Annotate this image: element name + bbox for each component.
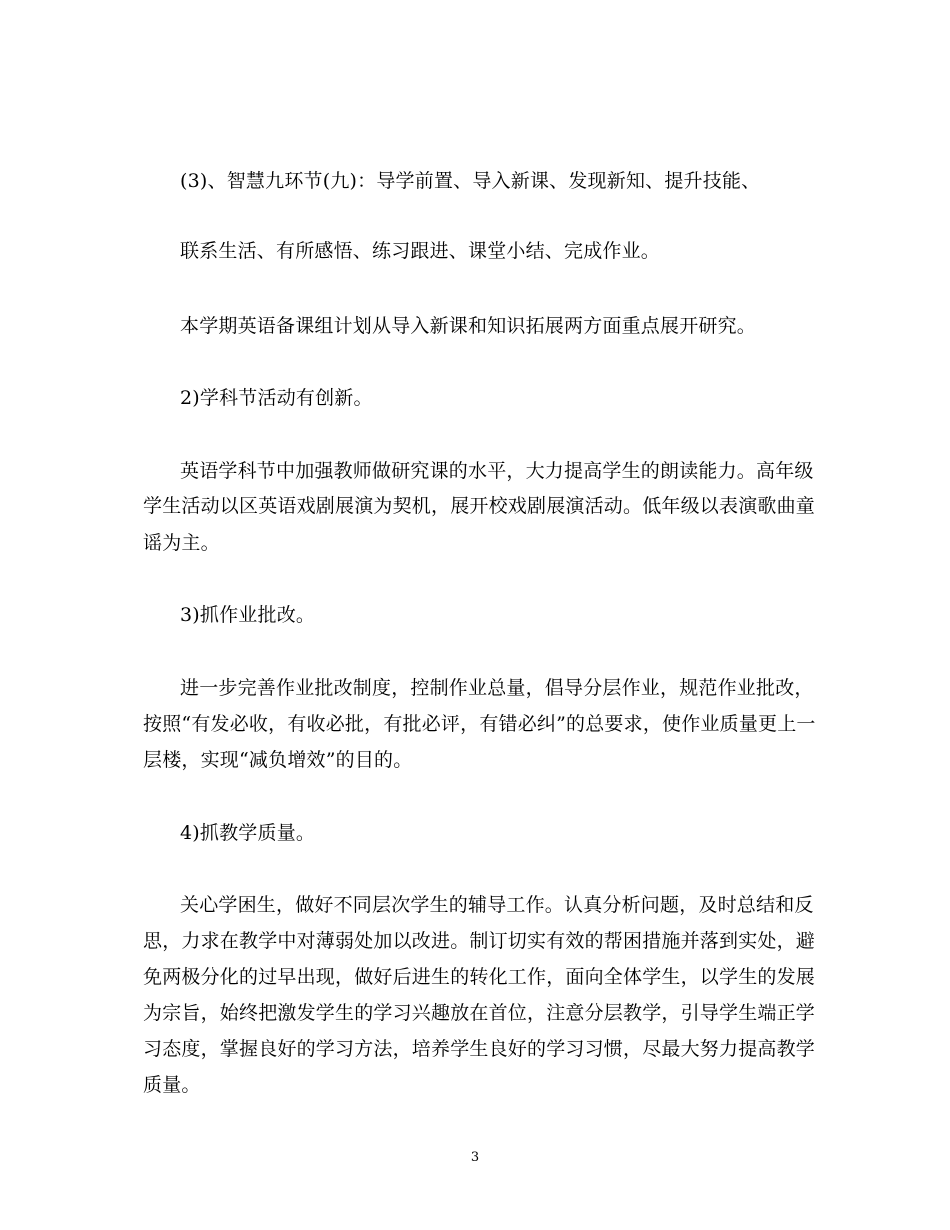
text-line: 进一步完善作业批改制度，控制作业总量，倡导分层作业，规范作业批改， [180,677,814,699]
text-line: 关心学困生，做好不同层次学生的辅导工作。认真分析问题，及时总结和反 [180,894,814,916]
text-line: 免两极分化的过早出现，做好后进生的转化工作，面向全体学生，以学生的发展 [143,966,816,988]
text-line: 英语学科节中加强教师做研究课的水平，大力提高学生的朗读能力。高年级 [180,460,814,482]
text-line: 层楼，实现“减负增效”的目的。 [143,749,413,771]
text-line: 2)学科节活动有创新。 [180,387,373,409]
text-line: 3)抓作业批改。 [180,604,316,626]
text-line: 思，力求在教学中对薄弱处加以改进。制订切实有效的帮困措施并落到实处，避 [143,930,816,952]
page-number: 3 [470,1150,480,1165]
text-line: 4)抓教学质量。 [180,822,316,844]
text-line: 按照“有发必收，有收必批，有批必评，有错必纠”的总要求，使作业质量更上一 [143,713,816,735]
text-line: 为宗旨，始终把激发学生的学习兴趣放在首位，注意分层教学，引导学生端正学 [143,1002,816,1024]
text-line: 谣为主。 [143,532,220,554]
text-line: 联系生活、有所感悟、练习跟进、课堂小结、完成作业。 [180,240,661,262]
text-line: 习态度，掌握良好的学习方法，培养学生良好的学习习惯，尽最大努力提高教学 [143,1038,816,1060]
text-line: (3)、智慧九环节(九)：导学前置、导入新课、发现新知、提升技能、 [180,170,761,192]
text-line: 学生活动以区英语戏剧展演为契机，展开校戏剧展演活动。低年级以表演歌曲童 [143,495,816,517]
text-line: 质量。 [143,1074,201,1096]
text-line: 本学期英语备课组计划从导入新课和知识拓展两方面重点展开研究。 [180,315,757,337]
